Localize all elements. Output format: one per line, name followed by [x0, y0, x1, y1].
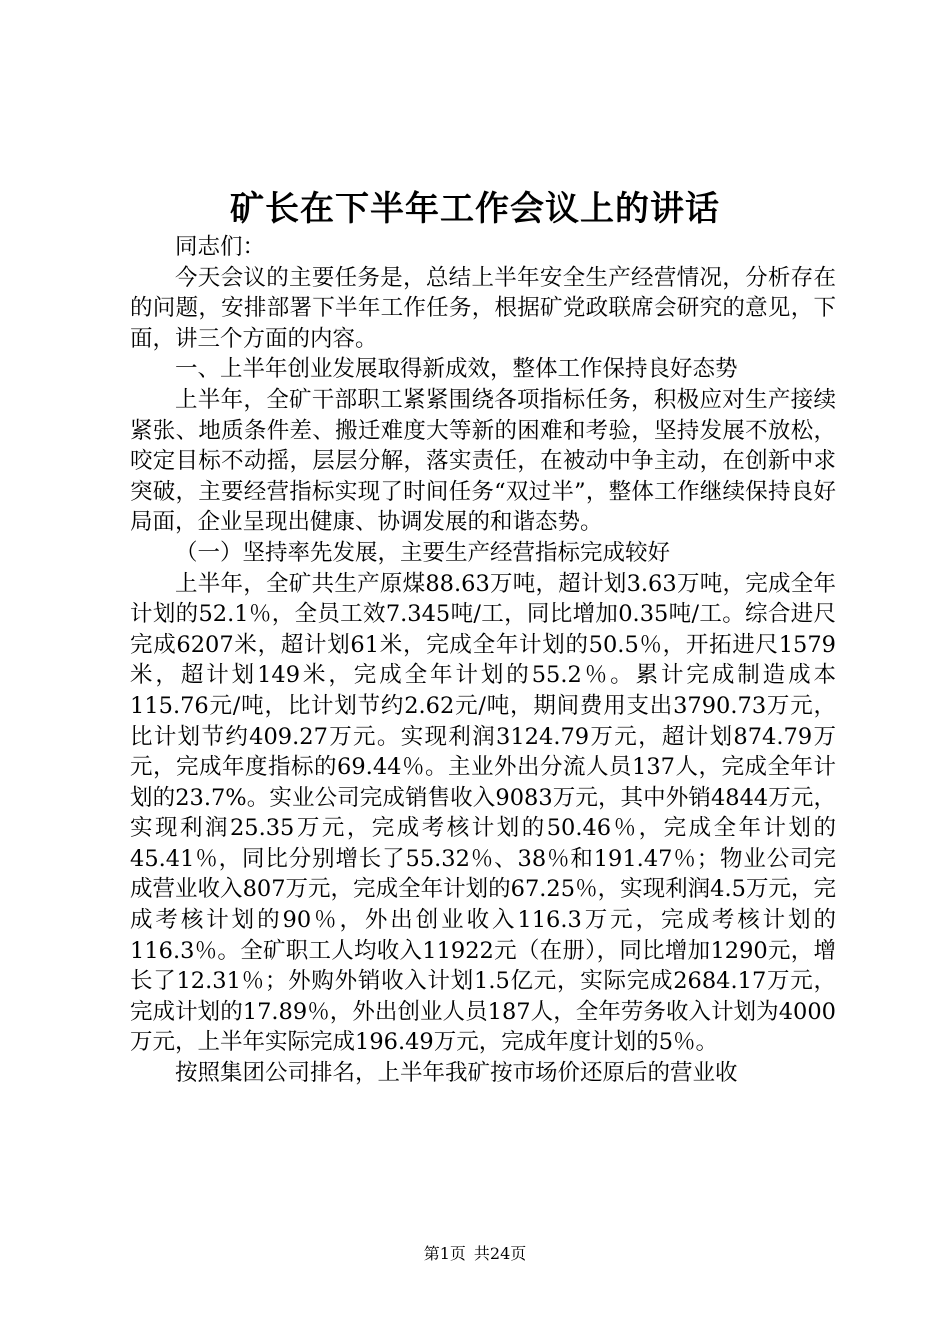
- subsection-heading: （一）坚持率先发展，主要生产经营指标完成较好: [175, 539, 671, 566]
- section-heading: 一、上半年创业发展取得新成效，整体工作保持良好态势: [175, 356, 738, 383]
- page-total: 共24页: [473, 1244, 527, 1263]
- body-paragraph: 上半年，全矿干部职工紧紧围绕各项指标任务，积极应对生产接续紧张、地质条件差、搬迁难度大等新的困难和考验，坚持发展不放松，咬定目标不动摇，层层分解，落实责任，在被动中争主动，在创新中求突破，主要经营指标实现了时间任务“双过半”，整体工作继续保持良好局面，企业呈现出健康、协调发展的和谐态势。: [130, 386, 836, 536]
- page-footer: [0, 1241, 950, 1267]
- body-paragraph: 按照集团公司排名，上半年我矿按市场价还原后的营业收: [175, 1060, 738, 1087]
- page-number: 第1页: [423, 1244, 466, 1263]
- document-title: 矿长在下半年工作会议上的讲话: [230, 189, 720, 229]
- body-paragraph: 今天会议的主要任务是，总结上半年安全生产经营情况，分析存在的问题，安排部署下半年工作任务，根据矿党政联席会研究的意见，下面，讲三个方面的内容。: [130, 264, 836, 352]
- document-body: [130, 232, 836, 1089]
- body-paragraph: 上半年，全矿共生产原煤88.63万吨，超计划3.63万吨，完成全年计划的52.1％，全员工效7.345吨/工，同比增加0.35吨/工。综合进尺完成6207米，超计划61米，完成全年计划的50.5％，开拓进尺1579米，超计划149米，完成全年计划的55.2％。累计完成制造成本115.76元/吨，比计划节约2.62元/吨，期间费用支出3790.73万元，比计划节约409.27万元。实现利润3124.79万元，超计划874.79万元，完成年度指标的69.44％。主业外出分流人员137人，完成全年计划的23.7%。实业公司完成销售收入9083万元，其中外销4844万元，实现利润25.35万元，完成考核计划的50.46％，完成全年计划的45.41％，同比分别增长了55.32％、38％和191.47％；物业公司完成营业收入807万元，完成全年计划的67.25％，实现利润4.5万元，完成考核计划的90％，外出创业收入116.3万元，完成考核计划的116.3％。全矿职工人均收入11922元（在册），同比增加1290元，增长了12.31％；外购外销收入计划1.5亿元，实际完成2684.17万元，完成计划的17.89％，外出创业人员187人，全年劳务收入计划为4000万元，上半年实际完成196.49万元，完成年度计划的5％。: [130, 570, 836, 1056]
- salutation: 同志们：: [175, 234, 266, 260]
